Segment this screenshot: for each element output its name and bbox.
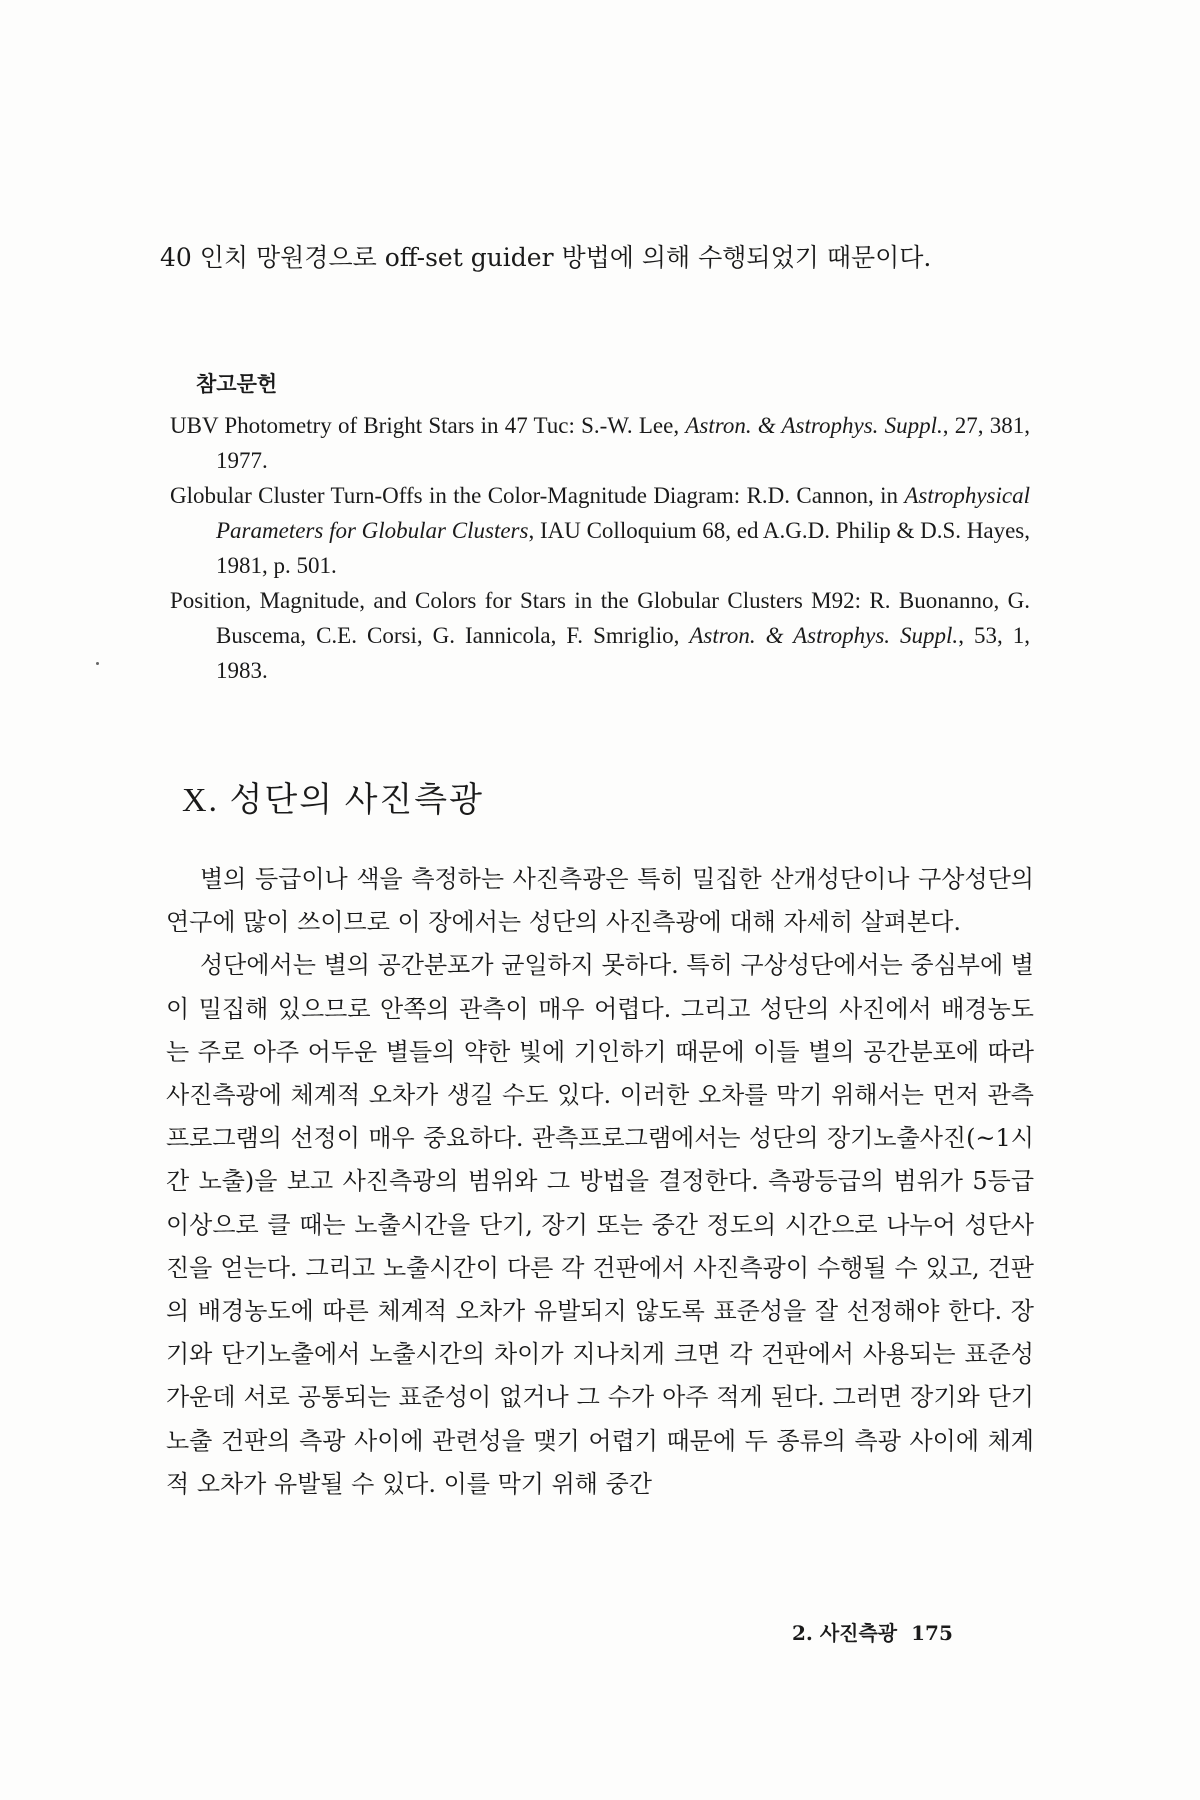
- body-text: [166, 858, 1034, 1506]
- references-list: [170, 408, 1030, 688]
- reference-text: , 27, 381, 1977.: [216, 413, 1030, 473]
- reference-text: Position, Magnitude, and Colors for Stars in the Globular Clusters M92: R. Buonanno, G. Buscema, C.E. Corsi, G. Iannicola, F. Smriglio,: [170, 588, 1030, 648]
- journal-title: Astron. & Astrophys. Suppl.: [685, 413, 943, 438]
- reference-item: [170, 408, 1030, 478]
- page-footer: [792, 1617, 967, 1646]
- references-heading: 참고문헌: [196, 372, 278, 396]
- reference-text: Globular Cluster Turn-Offs in the Color-Magnitude Diagram: R.D. Cannon, in: [170, 483, 905, 508]
- scan-speck: [96, 662, 99, 665]
- book-title: Astrophysical Parameters for Globular Clusters: [216, 483, 1030, 543]
- page-number: 175: [911, 1621, 953, 1645]
- reference-text: , IAU Colloquium 68, ed A.G.D. Philip & D.S. Hayes, 1981, p. 501.: [216, 518, 1031, 578]
- paragraph: 성단에서는 별의 공간분포가 균일하지 못하다. 특히 구상성단에서는 중심부에 별이 밀집해 있으므로 안쪽의 관측이 매우 어렵다. 그리고 성단의 사진에서 배경농도는 주로 아주 어두운 별들의 약한 빛에 기인하기 때문에 이들 별의 공간분포에 따라 사진측광에 체계적 오차가 생길 수도 있다. 이러한 오차를 막기 위해서는 먼저 관측프로그램의 선정이 매우 중요하다. 관측프로그램에서는 성단의 장기노출사진(~1시간 노출)을 보고 사진측광의 범위와 그 방법을 결정한다. 측광등급의 범위가 5등급 이상으로 클 때는 노출시간을 단기, 장기 또는 중간 정도의 시간으로 나누어 성단사진을 얻는다. 그리고 노출시간이 다른 각 건판에서 사진측광이 수행될 수 있고, 건판의 배경농도에 따른 체계적 오차가 유발되지 않도록 표준성을 잘 선정해야 한다. 장기와 단기노출에서 노출시간의 차이가 지나치게 크면 각 건판에서 사용되는 표준성 가운데 서로 공통되는 표준성이 없거나 그 수가 아주 적게 된다. 그러면 장기와 단기노출 건판의 측광 사이에 관련성을 맺기 어렵기 때문에 두 종류의 측광 사이에 체계적 오차가 유발될 수 있다. 이를 막기 위해 중간: [166, 951, 1034, 1498]
- journal-title: Astron. & Astrophys. Suppl.: [689, 623, 959, 648]
- section-title: X. 성단의 사진측광: [182, 782, 484, 819]
- reference-text: UBV Photometry of Bright Stars in 47 Tuc: S.-W. Lee,: [170, 413, 686, 438]
- running-section-label: 2. 사진측광: [792, 1621, 898, 1645]
- carryover-sentence: 40 인치 망원경으로 off-set guider 방법에 의해 수행되었기 때문이다.: [160, 243, 932, 272]
- reference-item: [170, 478, 1030, 583]
- reference-text: , 53, 1, 1983.: [216, 623, 1030, 683]
- paragraph: 별의 등급이나 색을 측정하는 사진측광은 특히 밀집한 산개성단이나 구상성단의 연구에 많이 쓰이므로 이 장에서는 성단의 사진측광에 대해 자세히 살펴본다.: [166, 865, 1034, 937]
- reference-item: [170, 583, 1030, 688]
